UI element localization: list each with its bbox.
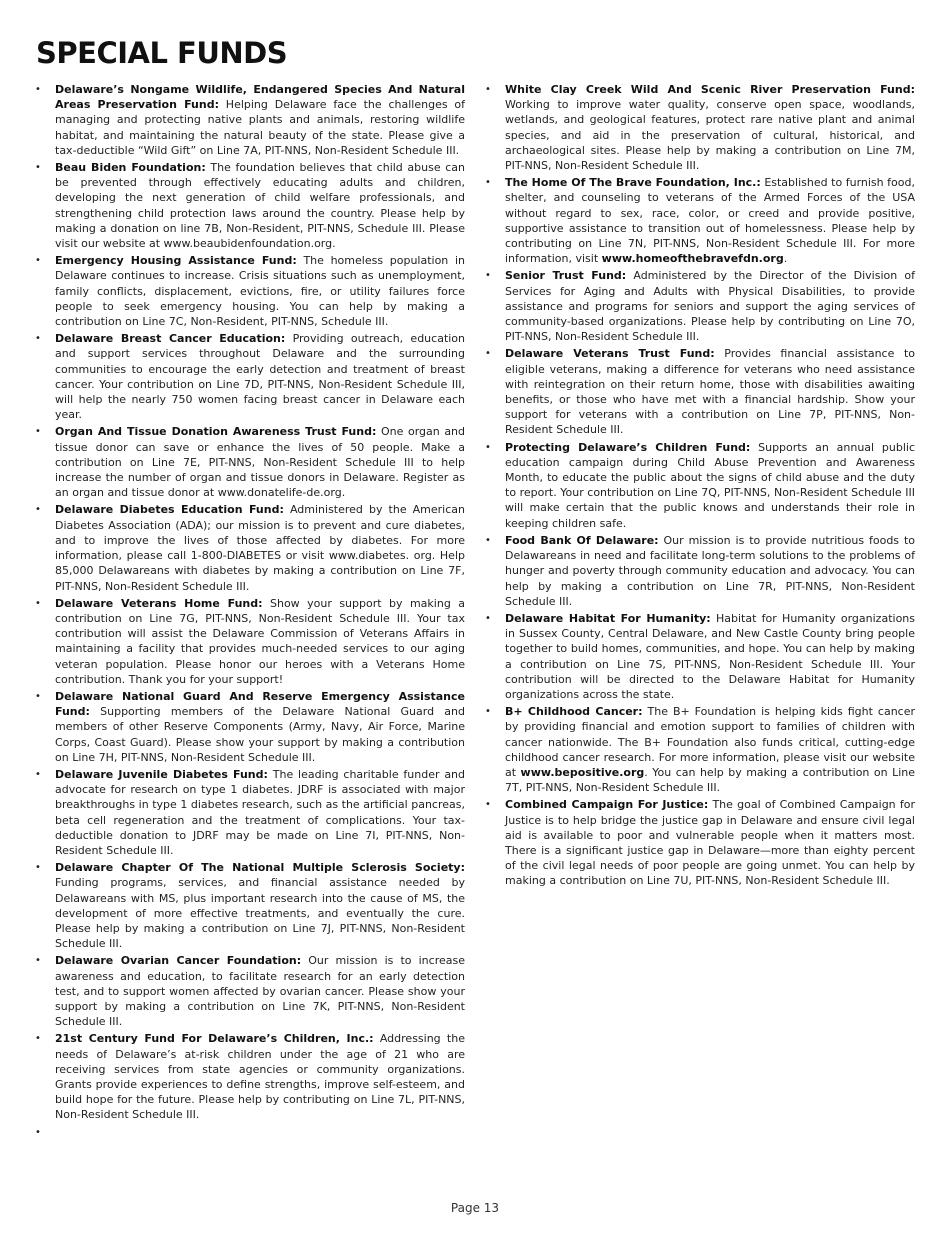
fund-description: Our mission is to provide nutritious foods to Delawareans in need and facilitate long-term solutions to the problems of hunger and poverty through community education and advocacy. You can help by making a contribution on Line 7R, PIT-NNS, Non-Resident Schedule III. xyxy=(505,533,916,608)
fund-item xyxy=(485,704,915,795)
fund-name: Delaware Veterans Home Fund: xyxy=(55,596,263,610)
fund-name: Delaware’s Nongame Wildlife, Endangered Species And Natural Areas Preservation Fund: xyxy=(55,83,465,112)
fund-description: The foundation believes that child abuse can be prevented through effectively educating adults and children, developing the next generation of child welfare professionals, and strengthening child protection laws around the country. Please help by making a donation on line 7B, Non-Resident, PIT-NNS, Schedule III. Please visit our website at www.beaubidenfoundation.org. xyxy=(55,161,466,251)
fund-item xyxy=(35,331,465,422)
fund-list-left xyxy=(35,82,465,1140)
fund-item xyxy=(485,268,915,344)
fund-description: Working to improve water quality, conserve open space, woodlands, wetlands, and geological features, protect rare native plant and animal species, and aid in the preservation of cultural, historical, and archaeological sites. Please help by making a contribution on Line 7M, PIT-NNS, Non-Resident Schedule III. xyxy=(505,98,915,173)
fund-name: Protecting Delaware’s Children Fund: xyxy=(505,440,751,454)
fund-item xyxy=(35,860,465,951)
fund-item xyxy=(35,160,465,251)
fund-description-end: . xyxy=(783,252,788,266)
fund-name: Delaware Diabetes Education Fund: xyxy=(55,503,284,517)
fund-description: Administered by the American Diabetes Association (ADA); our mission is to prevent and cure diabetes, and to improve the lives of those affected by diabetes. For more information, please call 1-800-DIABETES or visit www.diabetes. org. Help 85,000 Delawareans with diabetes by making a contribution on Line 7F, PIT-NNS, Non-Resident Schedule III. xyxy=(55,503,466,593)
fund-item xyxy=(35,502,465,593)
fund-item xyxy=(485,346,915,437)
fund-description: Providing outreach, education and support services throughout Delaware and the surrounding communities to encourage the early detection and treatment of breast cancer. Your contribution on Line 7D, PIT-NNS, Non-Resident Schedule III, will help the nearly 750 women facing breast cancer in Delaware each year. xyxy=(55,332,466,422)
left-column xyxy=(35,82,465,1142)
empty-list-item xyxy=(35,1125,465,1140)
fund-list-right xyxy=(485,82,915,889)
fund-item xyxy=(485,611,915,702)
fund-item xyxy=(35,596,465,687)
fund-description-end: . You can help by making a contribution on Line 7T, PIT-NNS, Non-Resident Schedule III. xyxy=(505,765,915,795)
fund-name: Beau Biden Foundation: xyxy=(55,161,206,175)
fund-item xyxy=(35,953,465,1029)
fund-description: The B+ Foundation is helping kids fight cancer by providing financial and emotion support to families of children with cancer nationwide. The B+ Foundation also funds critical, cutting-edge childhood cancer research. For more information, please visit our website at xyxy=(505,705,916,779)
fund-description: The goal of Combined Campaign for Justice is to help bridge the justice gap in Delaware and ensure civil legal aid is available to poor and vulnerable people when it matters most. There is a significant justice gap in Delaware—more than eighty percent of the civil legal needs of poor people are going unmet. You can help by making a contribution on Line 7U, PIT-NNS, Non-Resident Schedule III. xyxy=(505,798,915,888)
fund-item xyxy=(35,253,465,329)
fund-name: Delaware Ovarian Cancer Foundation: xyxy=(55,954,302,968)
fund-name: Delaware Habitat For Humanity: xyxy=(505,611,711,625)
fund-name: Delaware National Guard And Reserve Emergency Assistance Fund: xyxy=(55,689,465,719)
fund-item xyxy=(35,767,465,858)
right-column xyxy=(485,82,915,891)
fund-description: Habitat for Humanity organizations in Sussex County, Central Delaware, and New Castle County bring people together to build homes, communities, and hope. You can help by making a contribution on Line 7S, PIT-NNS, Non-Resident Schedule III. Your contribution will be directed to the Delaware Habitat for Humanity organizations across the state. xyxy=(505,611,916,701)
fund-item xyxy=(485,440,915,531)
fund-description: Provides financial assistance to eligible veterans, making a difference for veterans who need assistance with reintegration on their return home, those with disabilities awaiting benefits, or those who have met with a financial hardship. Show your support for veterans with a contribution on Line 7P, PIT-NNS, Non-Resident Schedule III. xyxy=(505,347,916,437)
fund-description: One organ and tissue donor can save or enhance the lives of 50 people. Make a contribution on Line 7E, PIT-NNS, Non-Resident Schedule III to help increase the number of organ and tissue donors in Delaware. Register as an organ and tissue donor at www.donatelife-de.org. xyxy=(55,425,466,500)
fund-description: Established to furnish food, shelter, and counseling to veterans of the Armed Forces of the USA without regard to sex, race, color, or creed and provide positive, supportive assistance to transition out of homelessness. Please help by contributing on Line 7N, PIT-NNS, Non-Resident Schedule III. For more information, visit xyxy=(505,176,915,266)
fund-name: Combined Campaign For Justice: xyxy=(505,798,709,812)
fund-name: Food Bank Of Delaware: xyxy=(505,533,659,547)
fund-description: Show your support by making a contribution on Line 7G, PIT-NNS, Non-Resident Schedule III. Your tax contribution will assist the Delaware Commission of Veterans Affairs in maintaining a facility that provides much-needed services to our aging veteran population. Please honor our heroes with a Veterans Home contribution. Thank you for your support! xyxy=(55,596,466,686)
fund-description: Our mission is to increase awareness and education, to facilitate research for an early detection test, and to support women affected by ovarian cancer. Please show your support by making a contribution on Line 7K, PIT-NNS, Non-Resident Schedule III. xyxy=(55,954,465,1029)
website-link[interactable]: www.homeofthebravefdn.org xyxy=(601,252,784,266)
fund-item xyxy=(485,82,915,173)
fund-name: Delaware Chapter Of The National Multiple Sclerosis Society: xyxy=(55,861,465,875)
fund-item xyxy=(485,797,915,888)
fund-name: Delaware Veterans Trust Fund: xyxy=(505,347,715,361)
fund-name: The Home Of The Brave Foundation, Inc.: xyxy=(505,176,761,190)
fund-description: Addressing the needs of Delaware’s at-risk children under the age of 21 who are receiving services from state agencies or community organizations. Grants provide experiences to define strengths, improve self-esteem, and build hope for the future. Please help by contributing on Line 7L, PIT-NNS, Non-Resident Schedule III. xyxy=(55,1032,465,1122)
fund-item xyxy=(485,533,915,609)
fund-name: Delaware Breast Cancer Education: xyxy=(55,332,286,346)
fund-name: Emergency Housing Assistance Fund: xyxy=(55,254,297,268)
fund-item xyxy=(35,689,465,765)
fund-name: Senior Trust Fund: xyxy=(505,269,627,283)
fund-description: Supporting members of the Delaware National Guard and members of other Reserve Components (Army, Navy, Air Force, Marine Corps, Coast Guard). Please show your support by making a contribution on Line 7H, PIT-NNS, Non-Resident Schedule III. xyxy=(55,705,465,764)
fund-name: 21st Century Fund For Delaware’s Children, Inc.: xyxy=(55,1032,374,1046)
fund-description: Supports an annual public education campaign during Child Abuse Prevention and Awareness Month, to educate the public about the signs of child abuse and the duty to report. Your contribution on Line 7Q, PIT-NNS, Non-Resident Schedule III will make certain that the public knows and understands their role in keeping children safe. xyxy=(505,440,915,530)
fund-name: Delaware Juvenile Diabetes Fund: xyxy=(55,767,268,781)
fund-description: Administered by the Director of the Division of Services for Aging and Adults with Physical Disabilities, to provide assistance and programs for seniors and support the aging services of community-based organizations. Please help by contributing on Line 7O, PIT-NNS, Non-Resident Schedule III. xyxy=(505,269,915,344)
fund-description: The leading charitable funder and advocate for research on type 1 diabetes. JDRF is associated with major breakthroughs in type 1 diabetes research, such as the artificial pancreas, beta cell regeneration and the treatment of complications. Your tax-deductible donation to JDRF may be made on Line 7I, PIT-NNS, Non-Resident Schedule III. xyxy=(55,767,466,857)
fund-description: Helping Delaware face the challenges of managing and protecting native plants and animals, restoring wildlife habitat, and maintaining the natural beauty of the state. Please give a tax-deductible “Wild Gift” on Line 7A, PIT-NNS, Non-Resident Schedule III. xyxy=(55,98,465,157)
fund-name: B+ Childhood Cancer: xyxy=(505,705,643,719)
website-link[interactable]: www.bepositive.org xyxy=(520,765,645,779)
page-number: Page 13 xyxy=(450,1201,500,1215)
fund-description: The homeless population in Delaware continues to increase. Crisis situations such as unemployment, family conflicts, displacement, evictions, fire, or utility failures force people to seek emergency housing. You can help by making a contribution on Line 7C, Non-Resident, PIT-NNS, Schedule III. xyxy=(55,254,466,329)
fund-name: White Clay Creek Wild And Scenic River Preservation Fund: xyxy=(505,83,915,96)
fund-item xyxy=(485,175,915,266)
page-title: SPECIAL FUNDS xyxy=(36,36,288,70)
fund-name: Organ And Tissue Donation Awareness Trust Fund: xyxy=(55,425,377,439)
fund-item xyxy=(35,424,465,500)
fund-description: Funding programs, services, and financial assistance needed by Delawareans with MS, plus important research into the cause of MS, the development of more effective treatments, and eventually the cure. Please help by making a contribution on Line 7J, PIT-NNS, Non-Resident Schedule III. xyxy=(55,876,465,951)
fund-item xyxy=(35,1031,465,1122)
fund-item xyxy=(35,82,465,158)
